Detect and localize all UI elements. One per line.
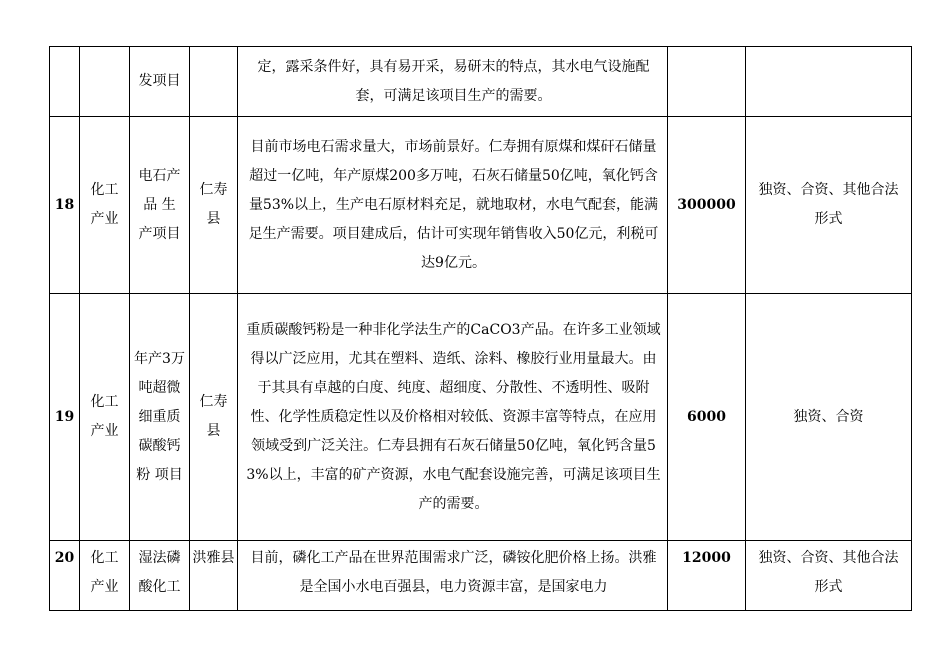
project-name-cell bbox=[130, 541, 190, 611]
cooperation-text: 独资、合资、其他合法形式 bbox=[758, 182, 899, 227]
project-table bbox=[49, 46, 912, 611]
cooperation-text: 独资、合资 bbox=[793, 408, 864, 425]
investment-cell: 300000 bbox=[668, 117, 746, 294]
industry-cell bbox=[80, 541, 130, 611]
row-number: 19 bbox=[50, 294, 80, 541]
project-name-cell bbox=[130, 117, 190, 294]
description-cell bbox=[238, 294, 668, 541]
project-name-text: 电石产品 生产项目 bbox=[138, 167, 181, 242]
cooperation-cell bbox=[746, 294, 912, 541]
description-text: 目前，磷化工产品在世界范围需求广泛，磷铵化肥价格上扬。洪雅是全国小水电百强县，电力资源丰富，是国家电力 bbox=[250, 550, 657, 595]
cooperation-cell bbox=[746, 541, 912, 611]
cooperation-cell bbox=[746, 47, 912, 117]
table-row bbox=[50, 294, 912, 541]
investment-cell: 6000 bbox=[668, 294, 746, 541]
industry-text: 化工产业 bbox=[90, 550, 119, 595]
table-row bbox=[50, 117, 912, 294]
description-text: 定，露采条件好，具有易开采，易研末的特点，其水电气设施配套，可满足该项目生产的需要。 bbox=[257, 58, 650, 104]
row-number-text: 20 bbox=[54, 550, 75, 566]
industry-text: 化工产业 bbox=[90, 394, 119, 439]
location-text: 仁寿县 bbox=[199, 394, 228, 439]
table-row bbox=[50, 47, 912, 117]
description-text: 重质碳酸钙粉是一种非化学法生产的CaCO3产品。在许多工业领域得以广泛应用，尤其在塑料、造纸、涂料、橡胶行业用量最大。由于其具有卓越的白度、纯度、超细度、分散性、不透明性、吸附性、化学性质稳定性以及价格相对较低、资源丰富等特点，在应用领域受到广泛关注。仁寿县拥有石灰石储量50亿吨，氧化钙含量53%以上，丰富的矿产资源，水电气配套设施完善，可满足该项目生产的需要。 bbox=[246, 321, 661, 512]
location-text: 仁寿县 bbox=[199, 182, 228, 227]
location-cell bbox=[190, 294, 238, 541]
location-cell bbox=[190, 47, 238, 117]
cooperation-cell bbox=[746, 117, 912, 294]
row-number: 18 bbox=[50, 117, 80, 294]
investment-cell bbox=[668, 541, 746, 611]
project-name-cell bbox=[130, 294, 190, 541]
project-name-text: 发项目 bbox=[138, 73, 181, 89]
project-name-text: 湿法磷酸化工 bbox=[138, 550, 181, 595]
project-name-text: 年产3万吨超微细重质碳酸钙粉 项目 bbox=[134, 350, 185, 483]
industry-text: 化工产业 bbox=[90, 182, 119, 227]
project-name-cell bbox=[130, 47, 190, 117]
description-cell bbox=[238, 541, 668, 611]
table-row bbox=[50, 541, 912, 611]
industry-cell bbox=[80, 294, 130, 541]
description-text: 目前市场电石需求量大，市场前景好。仁寿拥有原煤和煤矸石储量超过一亿吨，年产原煤200多万吨，石灰石储量50亿吨，氧化钙含量53%以上，生产电石原材料充足，就地取材，水电气配套，能满足生产需要。项目建成后，估计可实现年销售收入50亿元，利税可达9亿元。 bbox=[248, 138, 659, 271]
row-number bbox=[50, 47, 80, 117]
description-cell bbox=[238, 47, 668, 117]
description-cell bbox=[238, 117, 668, 294]
location-cell bbox=[190, 541, 238, 611]
investment-text: 12000 bbox=[682, 550, 731, 566]
location-cell bbox=[190, 117, 238, 294]
industry-cell bbox=[80, 117, 130, 294]
location-text: 洪雅县 bbox=[192, 550, 235, 566]
investment-cell bbox=[668, 47, 746, 117]
row-number bbox=[50, 541, 80, 611]
industry-cell bbox=[80, 47, 130, 117]
cooperation-text: 独资、合资、其他合法形式 bbox=[758, 550, 899, 595]
